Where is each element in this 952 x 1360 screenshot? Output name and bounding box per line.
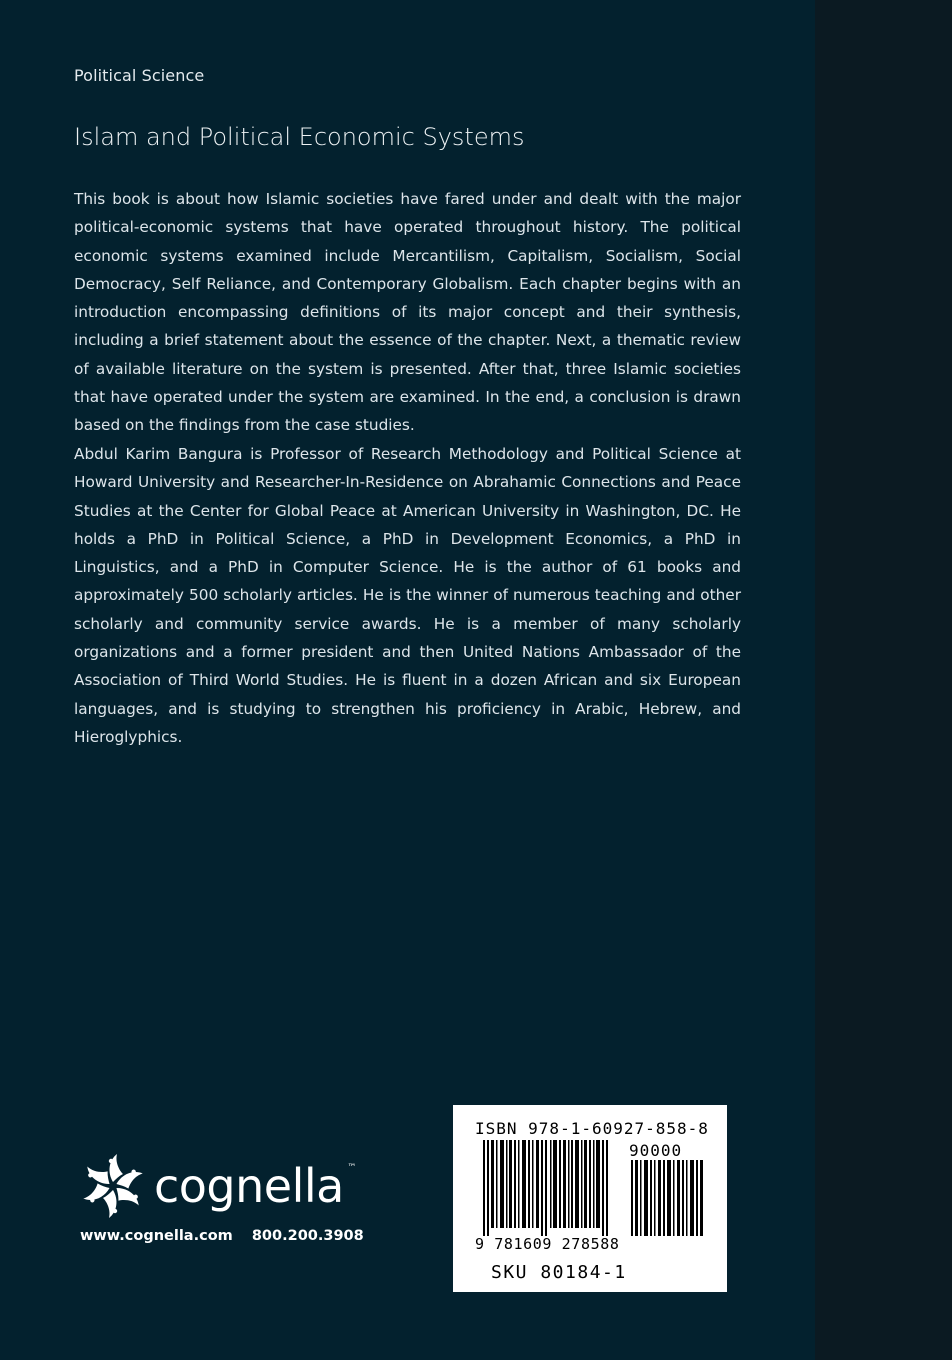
isbn-number: ISBN 978-1-60927-858-8: [475, 1119, 709, 1138]
publisher-website: www.cognella.com: [80, 1228, 233, 1244]
trademark-symbol: ™: [347, 1163, 356, 1173]
book-description: This book is about how Islamic societies have fared under and dealt with the major political-economic systems that have operated throughout history. The political economic systems examined include Mercantilism, Capitalism, Socialism, Social Democracy, Self Reliance, and Contemporary Globalism. Each chapter begins with an introduction encompassing definitions of its major concept and their synthesis, including a brief statement about the essence of the chapter. Next, a thematic review of available literature on the system is presented. After that, three Islamic societies that have operated under the system are examined. In the end, a conclusion is drawn based on the findings from the case studies.: [74, 190, 741, 435]
addon-barcode: [629, 1160, 707, 1236]
author-bio: Abdul Karim Bangura is Professor of Research Methodology and Political Science at Howard University and Researcher-In-Residence on Abrahamic Connections and Peace Studies at the Center for Global Peace at American University in Washington, DC. He holds a PhD in Political Science, a PhD in Development Economics, a PhD in Linguistics, and a PhD in Computer Science. He is the author of 61 books and approximately 500 scholarly articles. He is the winner of numerous teaching and other scholarly and community service awards. He is a member of many scholarly organizations and a former president and then United Nations Ambassador of the Association of Third World Studies. He is fluent in a dozen African and six European languages, and is studying to strengthen his proficiency in Arabic, Hebrew, and Hieroglyphics.: [74, 445, 741, 746]
pinwheel-flower-icon: [78, 1150, 148, 1222]
ean-barcode: [475, 1140, 621, 1236]
price-addon-code: 90000: [629, 1141, 683, 1160]
sku-number: SKU 80184-1: [491, 1262, 627, 1283]
publisher-logo: [78, 1150, 356, 1222]
spine-edge: [815, 0, 952, 1360]
publisher-phone: 800.200.3908: [251, 1228, 364, 1244]
publisher-contact: [80, 1228, 378, 1244]
barcode-label: [453, 1105, 727, 1292]
book-title: Islam and Political Economic Systems: [74, 123, 525, 151]
publisher-wordmark: [154, 1159, 356, 1213]
category-label: Political Science: [74, 66, 205, 85]
ean-digits: 9 781609 278588: [475, 1235, 620, 1253]
publisher-name: cognella: [154, 1159, 344, 1213]
